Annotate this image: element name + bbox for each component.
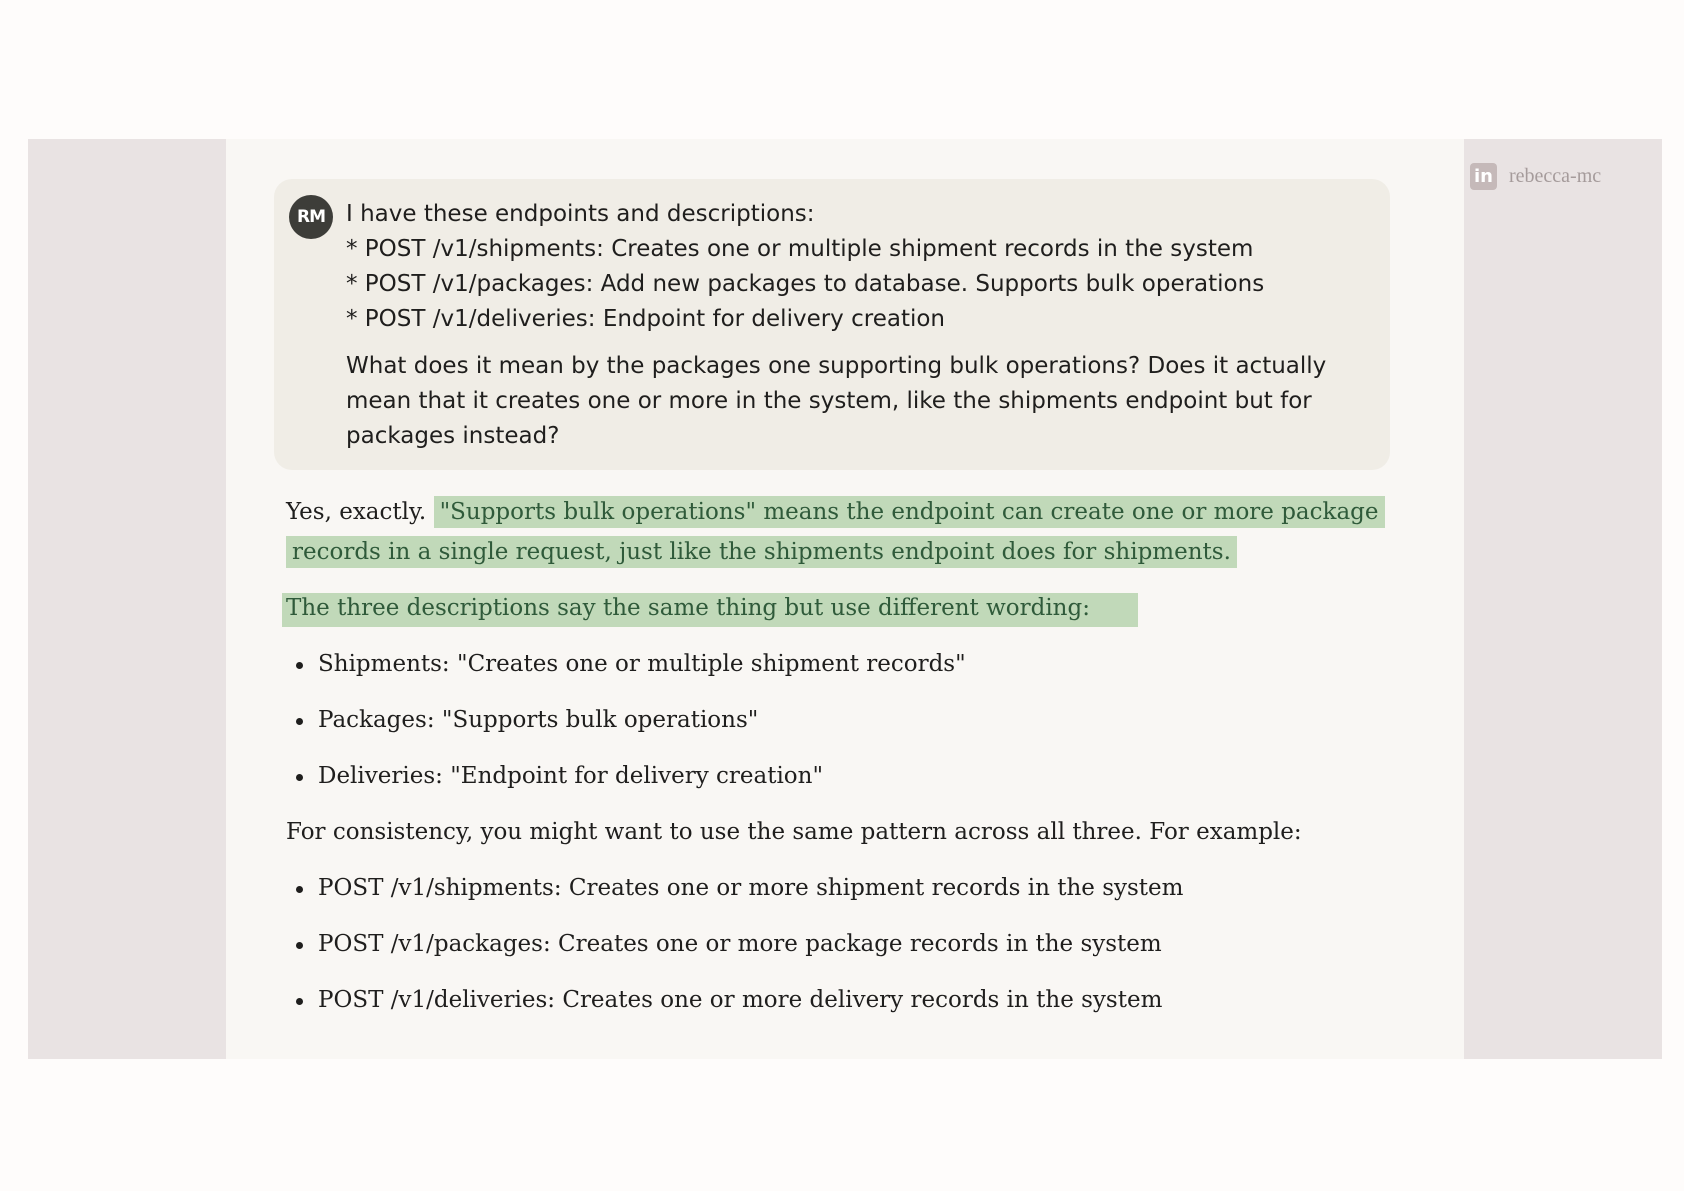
highlighted-explanation: "Supports bulk operations" means the endpoint can create one or more package records in a single request, just like the shipments endpoint does for shipments. [286,496,1385,568]
comparison-list [286,636,1436,804]
reply-intro-paragraph [286,492,1436,572]
list-item: Packages: "Supports bulk operations" [286,692,1436,748]
comparison-intro-paragraph [286,588,1436,628]
user-message-line: * POST /v1/deliveries: Endpoint for delivery creation [346,306,945,332]
list-item: Shipments: "Creates one or multiple shipment records" [286,636,1436,692]
author-handle: rebecca-mc [1509,164,1602,187]
list-item: POST /v1/deliveries: Creates one or more delivery records in the system [286,972,1436,1028]
suggestion-list [286,860,1436,1028]
user-message-line: * POST /v1/packages: Add new packages to database. Supports bulk operations [346,271,1265,297]
list-item: Deliveries: "Endpoint for delivery creation" [286,748,1436,804]
chat-panel [226,139,1464,1059]
author-brand [1470,161,1601,191]
user-message-line: * POST /v1/shipments: Creates one or multiple shipment records in the system [346,236,1254,262]
user-message-text [346,197,1356,454]
suggestion-intro-paragraph: For consistency, you might want to use the same pattern across all three. For example: [286,819,1302,845]
assistant-reply [286,492,1436,1028]
reply-intro-plain: Yes, exactly. [286,499,427,525]
user-message-line: I have these endpoints and descriptions: [346,201,815,227]
list-item: POST /v1/packages: Creates one or more package records in the system [286,916,1436,972]
slide-stage [28,139,1662,1059]
user-question: What does it mean by the packages one supporting bulk operations? Does it actually mean that it creates one or more in the system, like the shipments endpoint but for packages instead? [346,353,1327,449]
highlighted-comparison-intro: The three descriptions say the same thing but use different wording: [282,593,1138,627]
user-message-bubble [274,179,1390,470]
list-item: POST /v1/shipments: Creates one or more shipment records in the system [286,860,1436,916]
linkedin-icon: in [1470,163,1497,190]
user-avatar: RM [289,195,333,239]
